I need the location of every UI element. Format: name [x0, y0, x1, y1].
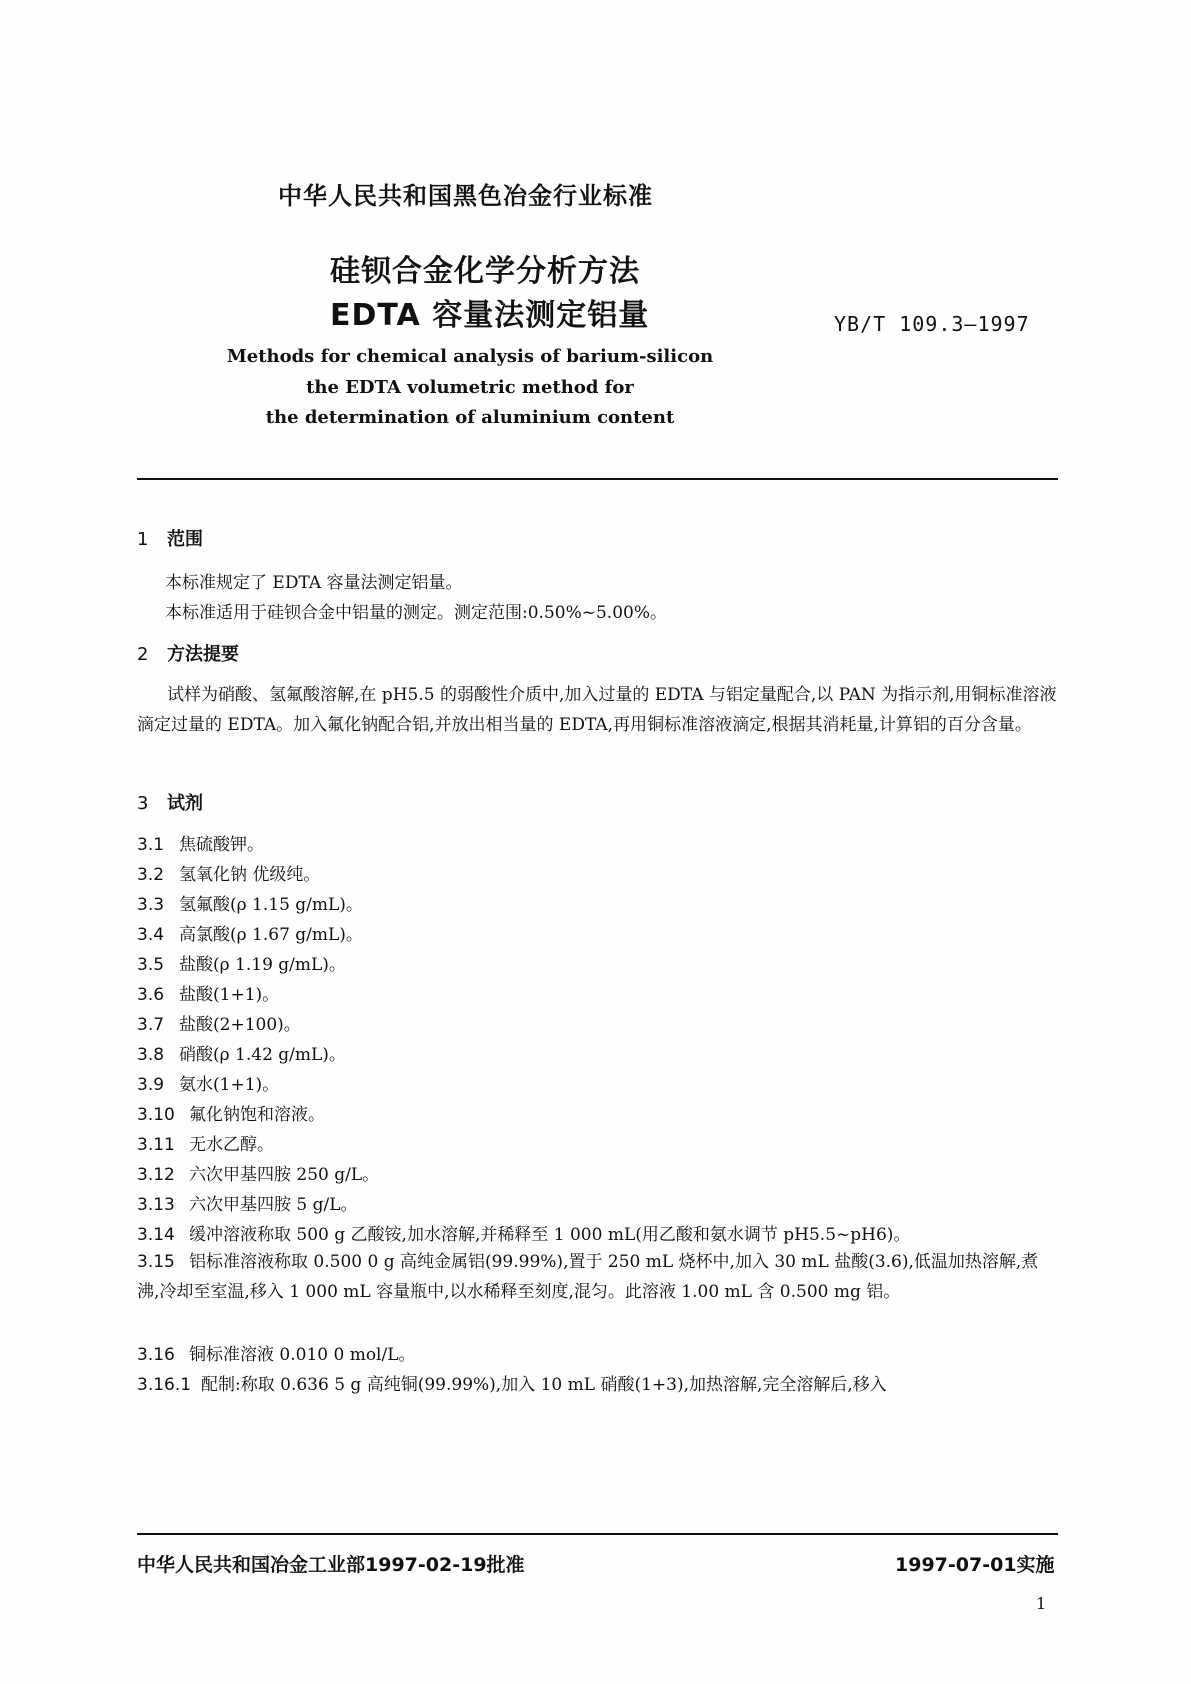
page-number: 1 — [1036, 1594, 1047, 1613]
reagent-item-3-15 — [137, 1247, 1058, 1307]
section-1-heading — [137, 525, 203, 551]
item-number: 3.5 — [137, 955, 165, 975]
section-title: 方法提要 — [167, 644, 239, 665]
section-number: 1 — [137, 529, 149, 550]
section-1-paragraph-1: 本标准规定了 EDTA 容量法测定铝量。 — [165, 573, 463, 593]
item-number: 3.14 — [137, 1225, 175, 1245]
reagent-item — [137, 1040, 346, 1065]
approval-line: 中华人民共和国冶金工业部1997-02-19批准 — [137, 1554, 525, 1576]
title-zh-line1: 硅钡合金化学分析方法 — [330, 254, 640, 289]
item-number: 3.7 — [137, 1015, 165, 1035]
item-text: 高氯酸(ρ 1.67 g/mL)。 — [179, 925, 363, 945]
title-en-line3: the determination of aluminium content — [265, 407, 675, 428]
reagent-item-3-16-1 — [137, 1370, 1058, 1395]
item-text: 氢氧化钠 优级纯。 — [179, 865, 321, 885]
title-en-line2: the EDTA volumetric method for — [306, 377, 634, 398]
section-number: 3 — [137, 793, 149, 814]
reagent-item-3-16 — [137, 1340, 416, 1365]
section-1-paragraph-2: 本标准适用于硅钡合金中铝量的测定。测定范围:0.50%~5.00%。 — [165, 603, 667, 623]
reagent-item — [137, 830, 264, 855]
section-2-paragraph: 试样为硝酸、氢氟酸溶解,在 pH5.5 的弱酸性介质中,加入过量的 EDTA 与铝定量配合,以 PAN 为指示剂,用铜标准溶液滴定过量的 EDTA。加入氟化钠配合铝,并放出相当量的 EDTA,再用铜标准溶液滴定,根据其消耗量,计算铝的百分含量。 — [137, 685, 1057, 735]
item-text: 六次甲基四胺 250 g/L。 — [189, 1165, 380, 1185]
item-number: 3.15 — [137, 1252, 175, 1272]
reagent-item — [137, 980, 279, 1005]
item-number: 3.10 — [137, 1105, 175, 1125]
item-number: 3.4 — [137, 925, 165, 945]
section-3-heading — [137, 789, 203, 815]
reagent-item — [137, 950, 346, 975]
item-text: 缓冲溶液称取 500 g 乙酸铵,加水溶解,并稀释至 1 000 mL(用乙酸和氨水调节 pH5.5~pH6)。 — [189, 1225, 911, 1245]
item-number: 3.12 — [137, 1165, 175, 1185]
header-divider — [137, 478, 1058, 480]
reagent-item — [137, 860, 320, 885]
reagent-item — [137, 1220, 1058, 1245]
item-number: 3.13 — [137, 1195, 175, 1215]
item-number: 3.16 — [137, 1345, 175, 1365]
item-text: 盐酸(2+100)。 — [179, 1015, 301, 1035]
title-zh-line2: EDTA 容量法测定铝量 — [330, 298, 650, 333]
item-number: 3.1 — [137, 835, 165, 855]
reagent-item — [137, 1010, 301, 1035]
item-text: 配制:称取 0.636 5 g 高纯铜(99.99%),加入 10 mL 硝酸(1+3),加热溶解,完全溶解后,移入 — [201, 1375, 887, 1395]
item-text: 焦硫酸钾。 — [179, 835, 264, 855]
item-text: 盐酸(ρ 1.19 g/mL)。 — [179, 955, 346, 975]
reagent-item — [137, 890, 363, 915]
item-text: 氢氟酸(ρ 1.15 g/mL)。 — [179, 895, 363, 915]
section-title: 试剂 — [167, 793, 203, 814]
item-number: 3.8 — [137, 1045, 165, 1065]
item-text: 氨水(1+1)。 — [179, 1075, 280, 1095]
reagent-item — [137, 1190, 358, 1215]
reagent-item — [137, 1160, 379, 1185]
section-title: 范围 — [167, 529, 203, 550]
item-text: 铜标准溶液 0.010 0 mol/L。 — [189, 1345, 416, 1365]
item-number: 3.6 — [137, 985, 165, 1005]
item-number: 3.16.1 — [137, 1375, 192, 1395]
reagent-item — [137, 1130, 274, 1155]
section-2-heading — [137, 640, 239, 666]
standard-code: YB/T 109.3—1997 — [834, 312, 1030, 336]
item-number: 3.3 — [137, 895, 165, 915]
reagent-item — [137, 1100, 325, 1125]
title-en-line1: Methods for chemical analysis of barium-silicon — [226, 346, 714, 367]
item-text: 无水乙醇。 — [189, 1135, 274, 1155]
item-text: 铝标准溶液称取 0.500 0 g 高纯金属铝(99.99%),置于 250 mL 烧杯中,加入 30 mL 盐酸(3.6),低温加热溶解,煮沸,冷却至室温,移入 1 000 mL 容量瓶中,以水稀释至刻度,混匀。此溶液 1.00 mL 含 0.500 mg 铝。 — [137, 1252, 1039, 1302]
item-number: 3.9 — [137, 1075, 165, 1095]
standard-header: 中华人民共和国黑色冶金行业标准 — [278, 182, 653, 210]
section-number: 2 — [137, 644, 149, 665]
implementation-date: 1997-07-01实施 — [895, 1554, 1055, 1576]
item-text: 硝酸(ρ 1.42 g/mL)。 — [179, 1045, 346, 1065]
item-text: 六次甲基四胺 5 g/L。 — [189, 1195, 358, 1215]
reagent-item — [137, 1070, 279, 1095]
item-text: 氟化钠饱和溶液。 — [189, 1105, 325, 1125]
reagent-item — [137, 920, 363, 945]
item-number: 3.11 — [137, 1135, 175, 1155]
item-number: 3.2 — [137, 865, 165, 885]
footer-divider — [137, 1533, 1058, 1535]
item-text: 盐酸(1+1)。 — [179, 985, 280, 1005]
